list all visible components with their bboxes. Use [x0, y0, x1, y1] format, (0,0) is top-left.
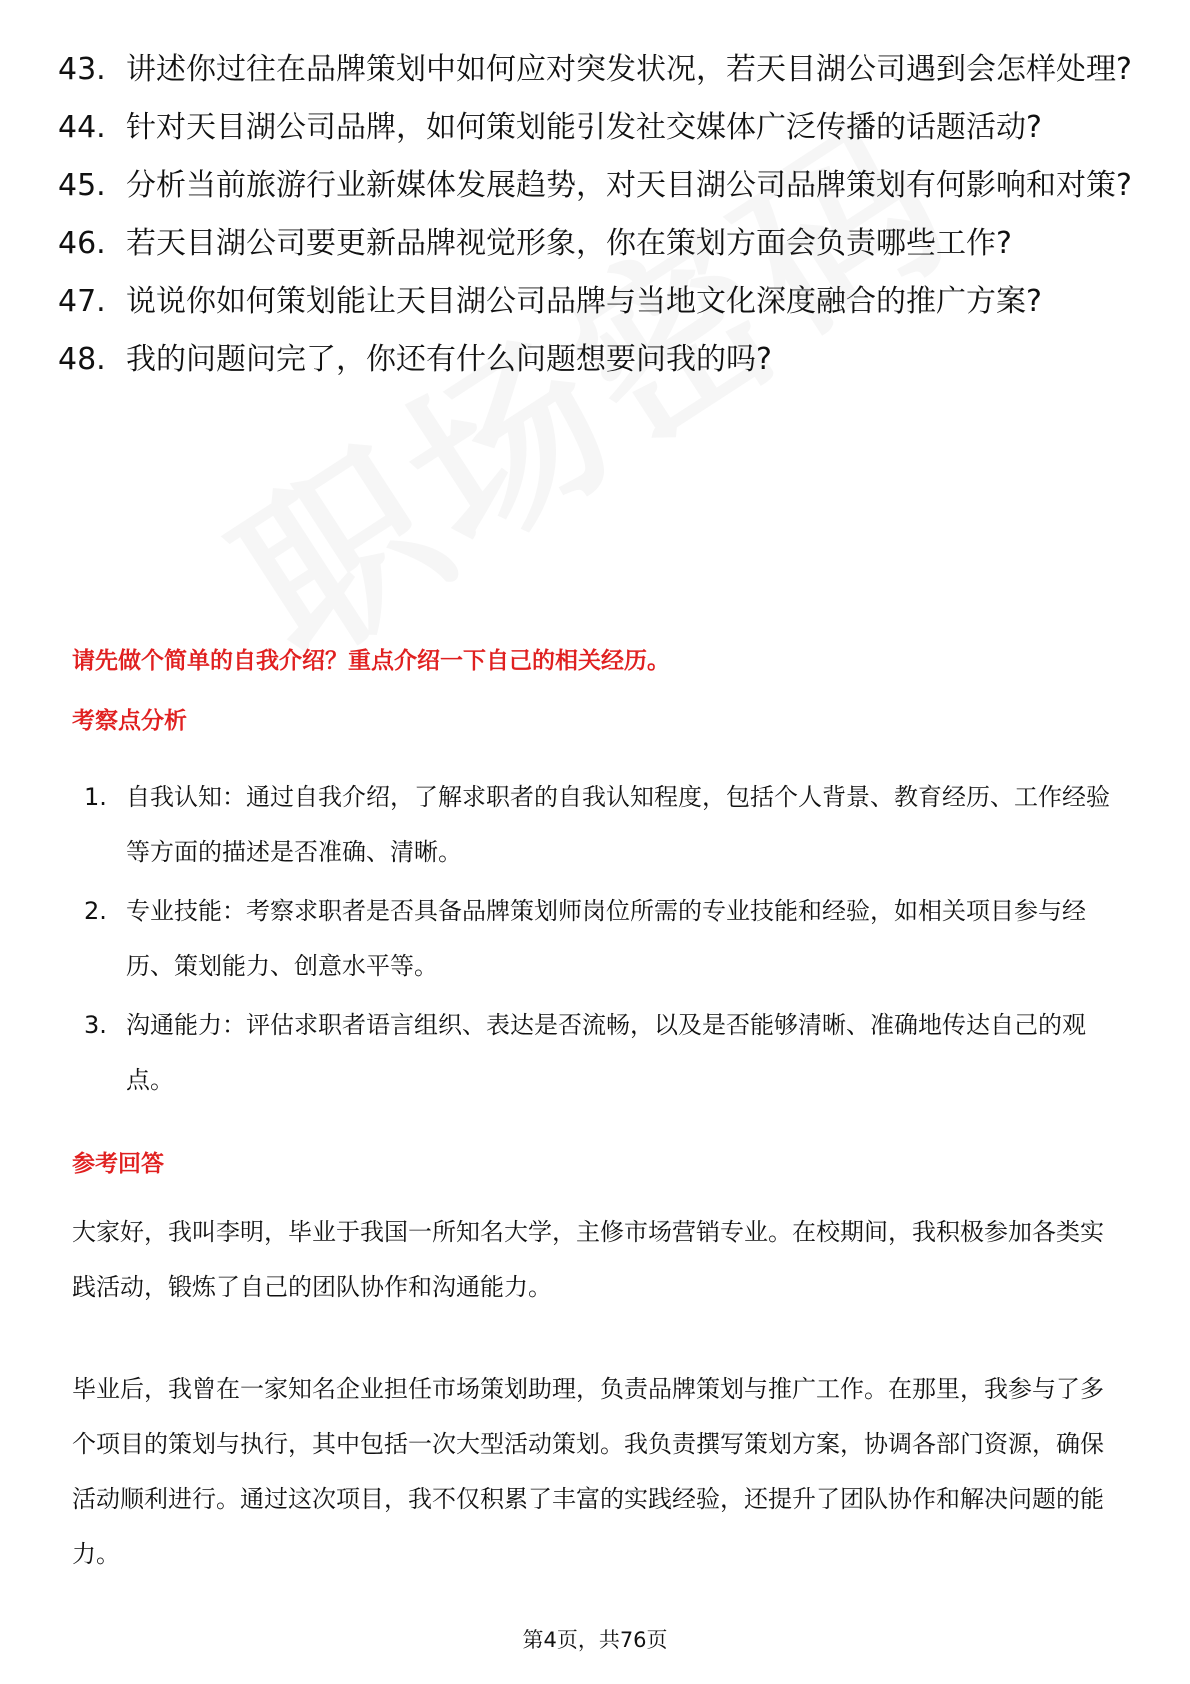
- question-list: [58, 48, 1138, 396]
- analysis-item: [84, 770, 1124, 880]
- analysis-text: 专业技能：考察求职者是否具备品牌策划师岗位所需的专业技能和经验，如相关项目参与经历、策划能力、创意水平等。: [126, 897, 1086, 980]
- answer-heading: 参考回答: [72, 1151, 164, 1177]
- question-number: 43.: [58, 52, 106, 87]
- question-item: [58, 48, 1138, 92]
- page-number: 第4页，共76页: [522, 1628, 668, 1652]
- analysis-text: 沟通能力：评估求职者语言组织、表达是否流畅，以及是否能够清晰、准确地传达自己的观点。: [126, 1011, 1086, 1094]
- analysis-item: [84, 884, 1124, 994]
- question-text: 说说你如何策划能让天目湖公司品牌与当地文化深度融合的推广方案?: [126, 284, 1042, 319]
- question-text: 我的问题问完了，你还有什么问题想要问我的吗?: [126, 342, 772, 377]
- question-number: 46.: [58, 226, 106, 261]
- question-number: 44.: [58, 110, 106, 145]
- question-text: 针对天目湖公司品牌，如何策划能引发社交媒体广泛传播的话题活动?: [126, 110, 1042, 145]
- question-text: 分析当前旅游行业新媒体发展趋势，对天目湖公司品牌策划有何影响和对策?: [126, 168, 1132, 203]
- analysis-number: 1.: [84, 783, 107, 811]
- answer-paragraph: 大家好，我叫李明，毕业于我国一所知名大学，主修市场营销专业。在校期间，我积极参加各类实践活动，锻炼了自己的团队协作和沟通能力。: [72, 1218, 1104, 1301]
- answer-paragraph: 毕业后，我曾在一家知名企业担任市场策划助理，负责品牌策划与推广工作。在那里，我参与了多个项目的策划与执行，其中包括一次大型活动策划。我负责撰写策划方案，协调各部门资源，确保活动顺利进行。通过这次项目，我不仅积累了丰富的实践经验，还提升了团队协作和解决问题的能力。: [72, 1375, 1104, 1568]
- question-number: 47.: [58, 284, 106, 319]
- question-item: [58, 164, 1138, 208]
- analysis-number: 2.: [84, 897, 107, 925]
- question-item: [58, 338, 1138, 382]
- analysis-list: [84, 770, 1124, 1112]
- question-item: [58, 222, 1138, 266]
- question-number: 45.: [58, 168, 106, 203]
- analysis-text: 自我认知：通过自我介绍，了解求职者的自我认知程度，包括个人背景、教育经历、工作经验等方面的描述是否准确、清晰。: [126, 783, 1110, 866]
- analysis-heading: 考察点分析: [72, 708, 187, 734]
- analysis-number: 3.: [84, 1011, 107, 1039]
- question-heading: 请先做个简单的自我介绍？重点介绍一下自己的相关经历。: [72, 648, 670, 674]
- question-text: 讲述你过往在品牌策划中如何应对突发状况，若天目湖公司遇到会怎样处理?: [126, 52, 1132, 87]
- question-text: 若天目湖公司要更新品牌视觉形象，你在策划方面会负责哪些工作?: [126, 226, 1012, 261]
- question-item: [58, 280, 1138, 324]
- analysis-item: [84, 998, 1124, 1108]
- question-number: 48.: [58, 342, 106, 377]
- question-item: [58, 106, 1138, 150]
